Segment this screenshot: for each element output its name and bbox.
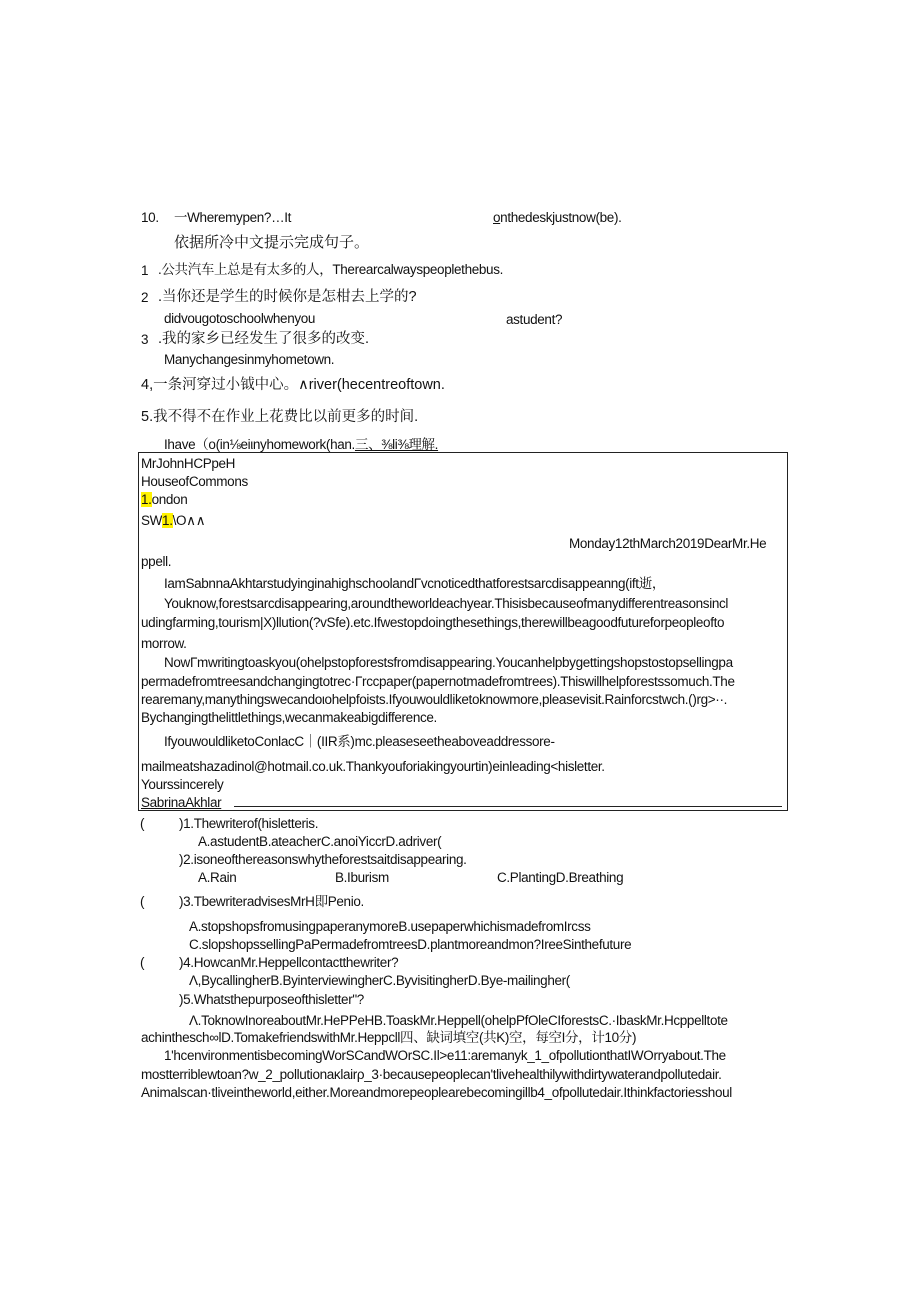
q2-option-a: A.Rain — [198, 870, 237, 885]
letter-paragraph-2-c: morrow. — [141, 636, 187, 651]
letter-date: Monday12thMarch2019DearMr.He — [569, 536, 767, 551]
q4-stem: )4.HowcanMr.Heppellcontactthewriter? — [179, 955, 399, 970]
q1-options: A.astudentB.ateacherC.anoiYiccrD.adriver( — [198, 834, 442, 849]
letter-closing: Yourssincerely — [141, 777, 224, 792]
signature-rule — [234, 806, 782, 807]
section3-title: 三、⅜li⅜理解. — [354, 437, 439, 452]
letter-paragraph-2-b: udingfarming,tourism|X)llution(?vSfe).etc.Ifwestopdoingthesethings,therewillbeagoodfutureforpeopleofto — [141, 615, 725, 630]
q3-stem: )3.TbewriteradvisesMrH即Penio. — [179, 894, 364, 909]
q2-option-cd: C.PlantingD.Breathing — [497, 870, 624, 885]
q1-stem: )1.Thewriterof(hisletteris. — [179, 816, 319, 831]
letter-signature: SabrinaAkhlar — [141, 795, 222, 810]
s3-english: Manychangesinmyhometown. — [164, 352, 335, 367]
letter-address-2: HouseofCommons — [141, 474, 248, 489]
letter-address-3-text: ondon — [151, 492, 188, 507]
s5-english-a: Ihave（o(in⅛eiιnyhomework(han. — [164, 437, 355, 452]
q4-paren: ( — [140, 955, 145, 970]
q10-underlined-letter: o — [493, 210, 501, 225]
section2-title: 依据所冷中文提示完成句子。 — [174, 234, 370, 251]
s3-number: 3 — [141, 332, 149, 347]
cloze-line-2: mostterriblewtoan?w_2_pollutionaκlairρ_3·becausepeoplecan'tlivehealthilywithdirtywaterandpollutedair. — [141, 1067, 722, 1082]
s5-chinese: 5.我不得不在作业上花费比以前更多的时间. — [141, 409, 419, 425]
letter-address-1: MrJohnHCPpeH — [141, 456, 236, 471]
letter-paragraph-1: IamSabnnaAkhtarstudyinginahighschoolandΓvcnoticedthatforestsarcdisappeanng(ift逝， — [164, 576, 666, 591]
s3-chinese: .我的家乡已经发生了很多的改变. — [158, 331, 370, 347]
highlight-mark: 1. — [162, 513, 173, 528]
s4-text: 4,一条河穿过小钺中心。∧river(hecentreoftown. — [141, 377, 445, 393]
letter-paragraph-2-a: Youknow,forestsarcdisappearing,aroundtheworldeachyear.Thisisbecauseofmanydifferentreasonsincl — [164, 596, 729, 611]
highlight-mark: 1. — [141, 492, 152, 507]
cloze-line-1: 1'hcenvironmentisbecomingWorSCandWOrSC.Il>e11:aremanyk_1_ofpollutionthatIWOrryabout.The — [164, 1048, 726, 1063]
s1-text: .公共汽车上总是有太多的人，Therearcalwayspeoplethebus. — [158, 262, 504, 277]
letter-paragraph-3-a: NowΓmwritingtoaskyou(ohelpstopforestsfromdisappearing.Youcanhelpbygettingshopstostopsellingpa — [164, 655, 733, 670]
s2-number: 2 — [141, 290, 149, 305]
q5-stem: )5.Whatsthepurposeofthisletter"? — [179, 992, 364, 1007]
letter-address-4-b: \O∧∧ — [172, 513, 206, 528]
q3-options-2: C.slopshopssellingPaPermadefromtreesD.plantmoreandmon?IreeSinthefuture — [189, 937, 632, 952]
letter-paragraph-4-b: mailmeatshazadinol@hotmail.co.uk.Thankyouforiakingyourtin)einleading<hisletter. — [141, 759, 605, 774]
letter-paragraph-4-a: IfyouwouldliketoConlacC｜(IIR系)mc.pleaseseetheaboveaddressore- — [164, 734, 555, 749]
letter-address-4-a: SW — [141, 513, 163, 528]
q2-option-b: B.Iburism — [335, 870, 389, 885]
cloze-line-3: Animalscan·tliveintheworld,either.Moreandmorepeoplearebecomingillb4_ofpollutedair.Ithinkfactoriesshoul — [141, 1085, 732, 1100]
q5-options-1: Λ.ToknowInoreaboutMr.HePPeHB.ToaskMr.Heppell(ohelpPfOleCIforestsC.·IbaskMr.Hcppelltote — [189, 1013, 728, 1028]
q3-options-1: A.stopshopsfromusingpaperanymoreB.usepaperwhichismadefromIrcss — [189, 919, 591, 934]
s2-english-a: didvougotoschoolwhenyou — [164, 311, 316, 326]
q1-paren: ( — [140, 816, 145, 831]
q3-paren: ( — [140, 894, 145, 909]
s2-english-b: astudent? — [506, 312, 563, 327]
letter-paragraph-3-c: rearemany,manythingswecandoιohelpfoists.Ifyouwouldliketoknowmore,pleasevisit.Rainforcstwch.()rg>··. — [141, 692, 728, 707]
letter-paragraph-3-d: Bychangingthelittlethings,wecanmakeabigdifference. — [141, 710, 437, 725]
q2-stem: )2.isoneofthereasonswhytheforestsaitdisappearing. — [179, 852, 467, 867]
q10-stem: 一Wheremypen?…It — [174, 210, 292, 225]
q10-answer-blank — [493, 209, 622, 227]
letter-paragraph-3-b: permadefromtreesandchangingtotrec·Γrccpaper(papernotmadefromtrees).Thiswillhelpforestssomuch.The — [141, 674, 735, 689]
q4-options: Λ,BycallingherB.ByinterviewingherC.ByvisitingherD.Bye-mailingher( — [189, 973, 570, 988]
s2-chinese: .当你还是学生的时候你是怎柑去上学的? — [158, 289, 417, 305]
q10-tail: nthedeskjustnow(be). — [500, 210, 622, 225]
q5-options-2: achinthesch∞lD.TomakefriendswithMr.Heppcll四、缺词填空(共K)空，每空I分，计10分) — [141, 1030, 637, 1045]
q10-number: 10. — [141, 210, 159, 225]
letter-address-3 — [141, 491, 187, 509]
letter-address-4 — [141, 512, 205, 530]
s1-number: 1 — [141, 263, 149, 278]
letter-date-cont: ppell. — [141, 554, 172, 569]
